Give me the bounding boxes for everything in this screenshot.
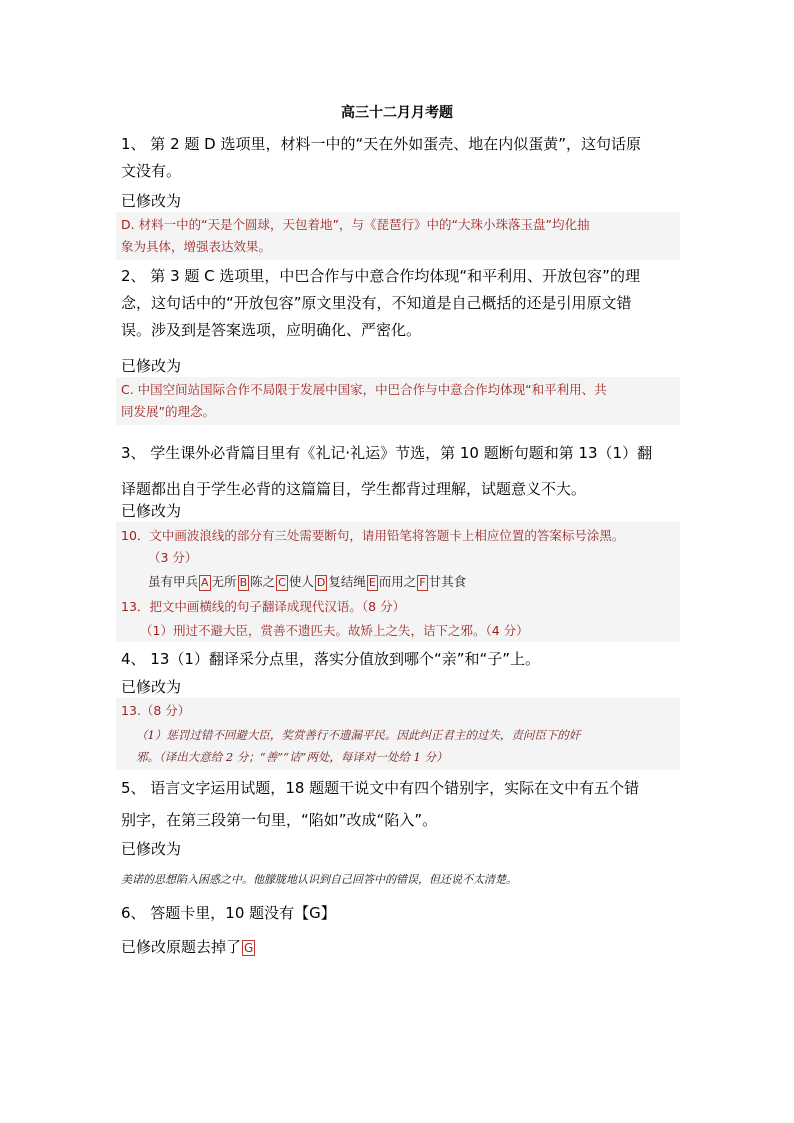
question-5-line-2: 别字，在第三段第一句里，“陷如”改成“陷入”。 [121, 811, 438, 829]
sentence-part-1: 虽有甲兵 [148, 574, 199, 589]
sentence-part-2: 无所 [211, 574, 237, 589]
question-2-line-1: 2、 第 3 题 C 选项里，中巴合作与中意合作均体现“和平利用、开放包容”的理 [121, 267, 640, 285]
revision-5-answer: 美诺的思想陷入困惑之中。他朦胧地认识到自己回答中的错误，但还说不太清楚。 [121, 873, 517, 886]
revision-4-line-1: （1）惩罚过错不回避大臣，奖赏善行不遗漏平民。因此纠正君主的过失，责问臣下的奸 [136, 728, 581, 742]
question-4-line-1: 4、 13（1）翻译采分点里，落实分值放到哪个“亲”和“子”上。 [121, 650, 541, 668]
sentence-part-3: 陈之 [250, 574, 276, 589]
revision-6 [121, 936, 256, 958]
answer-letter-f: F [419, 576, 426, 589]
question-2 [121, 263, 681, 344]
revision-2 [121, 379, 681, 423]
answer-letter-a: A [201, 576, 209, 589]
answer-letter-d: D [316, 576, 326, 589]
question-3 [121, 435, 681, 507]
revision-3-q13-1: （1）刑过不避大臣，赏善不遗匹夫。故矫上之失，诘下之邪。（4 分） [140, 623, 529, 638]
modified-label-5: 已修改为 [121, 840, 182, 858]
removed-letter-g: G [244, 941, 254, 955]
sentence-part-4: 使人 [288, 574, 314, 589]
page-title: 高三十二月月考题 [341, 105, 453, 121]
sentence-part-7: 甘其食 [428, 574, 467, 589]
question-3-line-1: 3、 学生课外必背篇目里有《礼记·礼运》节选，第 10 题断句题和第 13（1）翻 [121, 444, 653, 462]
revision-4-head: 13.（8 分） [121, 703, 191, 718]
modified-label-2: 已修改为 [121, 357, 182, 375]
question-6-line-1: 6、 答题卡里，10 题没有【G】 [121, 904, 336, 922]
question-5-line-1: 5、 语言文字运用试题，18 题题干说文中有四个错别字，实际在文中有五个错 [121, 779, 640, 797]
question-1-line-1: 1、 第 2 题 D 选项里，材料一中的“天在外如蛋壳、地在内似蛋黄”，这句话原 [121, 135, 642, 153]
modified-label-4: 已修改为 [121, 678, 182, 696]
sentence-part-5: 复结绳 [328, 574, 366, 589]
revision-4-answer [136, 724, 684, 768]
question-2-line-3: 误。涉及到是答案选项，应明确化、严密化。 [121, 321, 422, 339]
question-6 [121, 900, 681, 927]
answer-letter-e: E [368, 576, 376, 589]
question-3-line-2: 译题都出自于学生必背的这篇篇目，学生都背过理解，试题意义不大。 [121, 480, 587, 498]
revision-1 [121, 214, 681, 258]
revision-3-q13: 13．把文中画横线的句子翻译成现代汉语。（8 分） [121, 599, 406, 614]
question-1-line-2: 文没有。 [121, 162, 182, 180]
answer-letter-c: C [278, 576, 286, 589]
revision-6-text: 已修改原题去掉了 [121, 938, 242, 956]
revision-3-q10: 10．文中画波浪线的部分有三处需要断句，请用铅笔将答题卡上相应位置的答案标号涂黑。 [121, 528, 625, 543]
modified-label-3: 已修改为 [121, 502, 182, 520]
sentence-part-6: 而用之 [378, 574, 417, 589]
revision-1-line-2: 象为具体，增强表达效果。 [121, 239, 272, 254]
revision-4-line-2: 邪。（译出大意给 2 分；“善”“诘”两处，每译对一处给 1 分） [136, 750, 448, 764]
question-1 [121, 131, 681, 185]
answer-letter-b: B [239, 576, 248, 589]
question-5 [121, 772, 681, 836]
question-4 [121, 646, 681, 673]
revision-3-sentence [148, 571, 708, 593]
revision-3-q10-score: （3 分） [148, 550, 198, 565]
revision-2-line-1: C. 中国空间站国际合作不局限于发展中国家，中巴合作与中意合作均体现“和平利用、共 [121, 382, 607, 397]
question-2-line-2: 念，这句话中的“开放包容”原文里没有，不知道是自己概括的还是引用原文错 [121, 294, 632, 312]
modified-label-1: 已修改为 [121, 192, 182, 210]
revision-1-line-1: D. 材料一中的“天是个圆球，天包着地”，与《琵琶行》中的“大珠小珠落玉盘”均化抽 [121, 217, 590, 232]
revision-2-line-2: 同发展”的理念。 [121, 404, 215, 419]
